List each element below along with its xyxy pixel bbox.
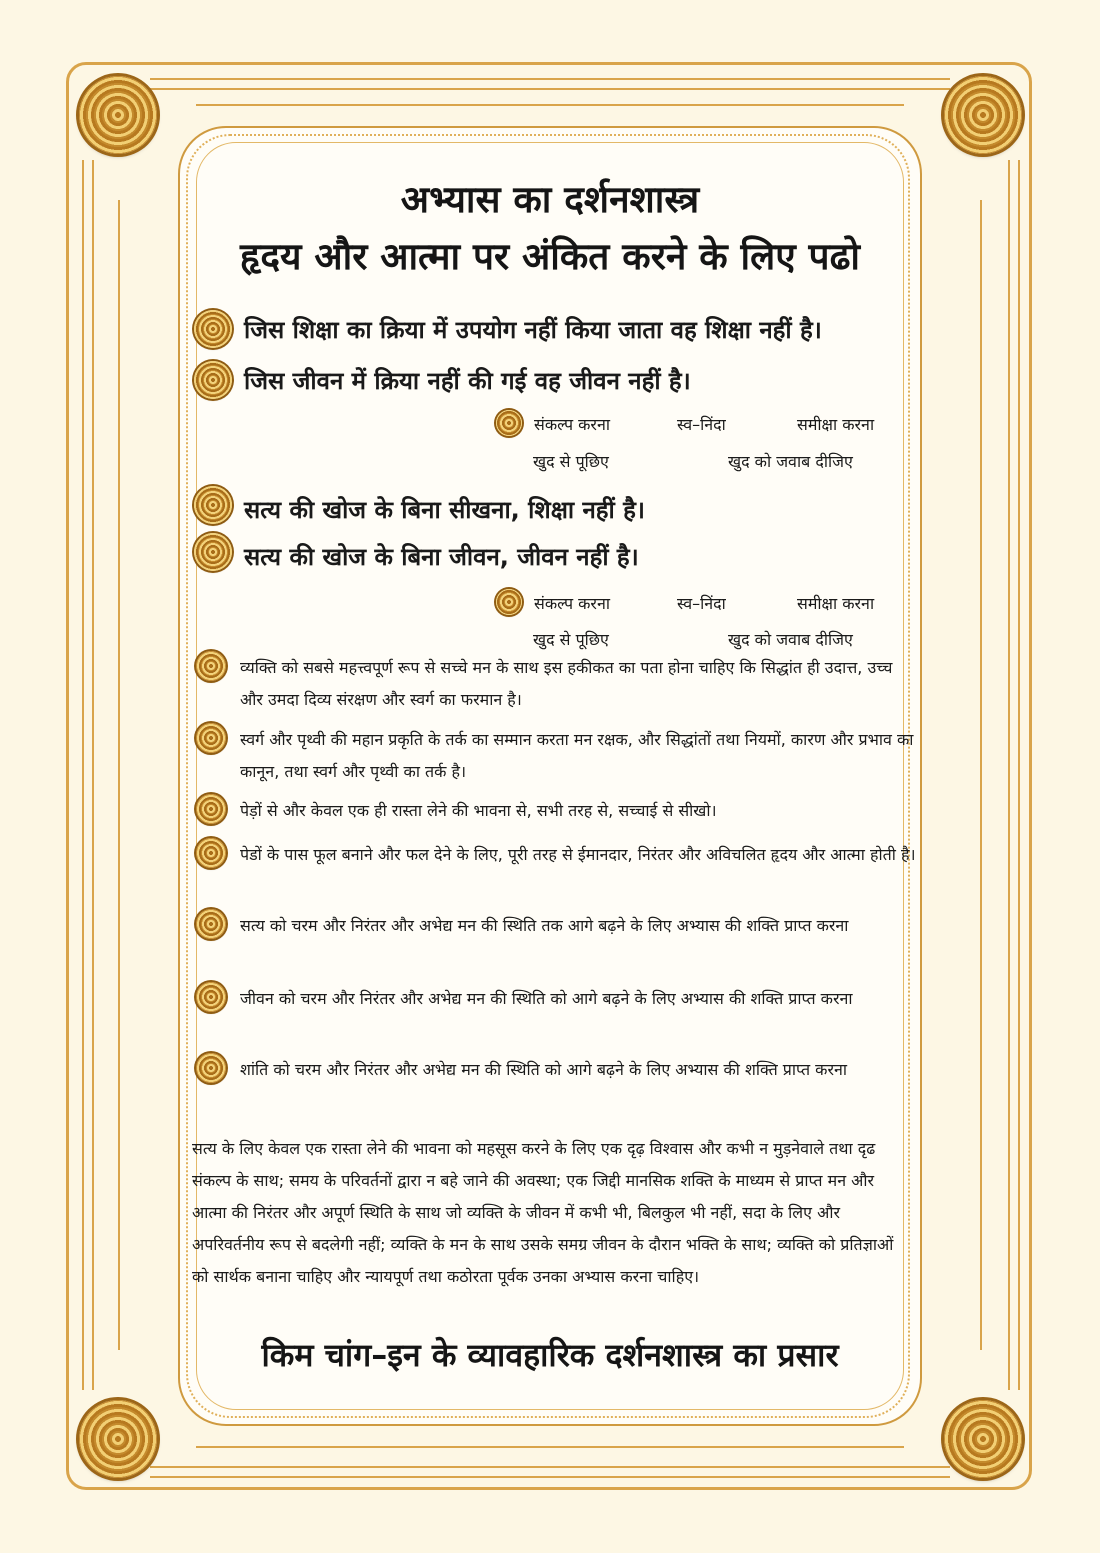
- action-self-criticism: स्व–निंदा: [677, 594, 726, 613]
- inner-right-line: [980, 200, 983, 1350]
- gold-coin-bullet-icon: [194, 310, 232, 348]
- gold-coin-bullet-icon: [196, 794, 226, 824]
- corner-medallion-icon: [79, 76, 157, 154]
- inner-top-line: [196, 104, 904, 107]
- closing-paragraph: सत्य के लिए केवल एक रास्ता लेने की भावना को महसूस करने के लिए एक दृढ़ विश्वास और कभी न मुड़नेवाले तथा दृढ संकल्प के साथ; समय के परिवर्तनों द्वारा न बहे जाने की अवस्था; एक जिद्दी मानसिक शक्ति के माध्यम से प्राप्त मन और आत्मा की निरंतर और अपूर्ण स्थिति के साथ जो व्यक्ति के जीवन में कभी भी, बिलकुल भी नहीं, सदा के लिए और अपरिवर्तनीय रूप से बदलेगी नहीं; व्यक्ति के मन के साथ उसके समग्र जीवन के दौरान भक्ति के साथ; व्यक्ति को प्रतिज्ञाओं को सार्थक बनाना चाहिए और न्यायपूर्ण तथा कठोरता पूर्वक उनका अभ्यास करना चाहिए।: [192, 1139, 894, 1286]
- list-item: पेडों के पास फूल बनाने और फल देने के लिए, पूरी तरह से ईमानदार, निरंतर और अविचलित हृदय और आत्मा होती है।: [240, 845, 916, 864]
- inner-left-line: [118, 200, 121, 1350]
- footer-title: किम चांग–इन के व्यावहारिक दर्शनशास्त्र का प्रसार: [261, 1336, 839, 1374]
- list-item: जीवन को चरम और निरंतर और अभेद्य मन की स्थिति को आगे बढ़ने के लिए अभ्यास की शक्ति प्राप्त करना: [240, 989, 853, 1008]
- action-review: समीक्षा करना: [797, 594, 875, 613]
- gold-coin-bullet-icon: [196, 838, 226, 868]
- right-double-line: [1008, 160, 1020, 1390]
- left-double-line: [82, 160, 94, 1390]
- list-item: पेड़ों से और केवल एक ही रास्ता लेने की भावना से, सभी तरह से, सच्चाई से सीखो।: [240, 801, 717, 820]
- gold-coin-bullet-icon: [196, 651, 226, 681]
- corner-medallion-icon: [79, 1400, 157, 1478]
- gold-coin-bullet-icon: [496, 589, 522, 615]
- action-ask-yourself: खुद से पूछिए: [533, 452, 609, 471]
- corner-medallion-icon: [944, 1400, 1022, 1478]
- main-point: जिस शिक्षा का क्रिया में उपयोग नहीं किया जाता वह शिक्षा नहीं है।: [244, 316, 822, 344]
- main-point: सत्य की खोज के बिना सीखना, शिक्षा नहीं है।: [244, 496, 645, 524]
- action-self-criticism: स्व–निंदा: [677, 415, 726, 434]
- action-answer-yourself: खुद को जवाब दीजिए: [728, 452, 853, 471]
- gold-coin-bullet-icon: [196, 1053, 226, 1083]
- action-resolve: संकल्प करना: [534, 594, 610, 613]
- action-review: समीक्षा करना: [797, 415, 875, 434]
- action-answer-yourself: खुद को जवाब दीजिए: [728, 630, 853, 649]
- gold-coin-bullet-icon: [194, 361, 232, 399]
- gold-coin-bullet-icon: [496, 410, 522, 436]
- action-resolve: संकल्प करना: [534, 415, 610, 434]
- bottom-double-line: [150, 1466, 950, 1478]
- gold-coin-bullet-icon: [194, 486, 232, 524]
- gold-coin-bullet-icon: [196, 723, 226, 753]
- list-item: सत्य को चरम और निरंतर और अभेद्य मन की स्थिति तक आगे बढ़ने के लिए अभ्यास की शक्ति प्राप्त करना: [240, 916, 849, 935]
- page-title: अभ्यास का दर्शनशास्त्र: [400, 178, 700, 221]
- gold-coin-bullet-icon: [194, 533, 232, 571]
- gold-coin-bullet-icon: [196, 982, 226, 1012]
- main-point: जिस जीवन में क्रिया नहीं की गई वह जीवन नहीं है।: [244, 367, 691, 395]
- corner-medallion-icon: [944, 76, 1022, 154]
- list-item: स्वर्ग और पृथ्वी की महान प्रकृति के तर्क का सम्मान करता मन रक्षक, और सिद्धांतों तथा नियमों, कारण और प्रभाव का कानून, तथा स्वर्ग और पृथ्वी का तर्क है।: [240, 730, 914, 781]
- main-point: सत्य की खोज के बिना जीवन, जीवन नहीं है।: [244, 543, 639, 571]
- top-double-line: [150, 78, 950, 90]
- action-ask-yourself: खुद से पूछिए: [533, 630, 609, 649]
- inner-bottom-line: [196, 1446, 904, 1449]
- gold-coin-bullet-icon: [196, 909, 226, 939]
- list-item: शांति को चरम और निरंतर और अभेद्य मन की स्थिति को आगे बढ़ने के लिए अभ्यास की शक्ति प्राप्त करना: [240, 1060, 848, 1079]
- page-subtitle: हृदय और आत्मा पर अंकित करने के लिए पढो: [240, 235, 860, 278]
- list-item: व्यक्ति को सबसे महत्त्वपूर्ण रूप से सच्चे मन के साथ इस हकीकत का पता होना चाहिए कि सिद्धांत ही उदात्त, उच्च और उमदा दिव्य संरक्षण और स्वर्ग का फरमान है।: [240, 658, 893, 709]
